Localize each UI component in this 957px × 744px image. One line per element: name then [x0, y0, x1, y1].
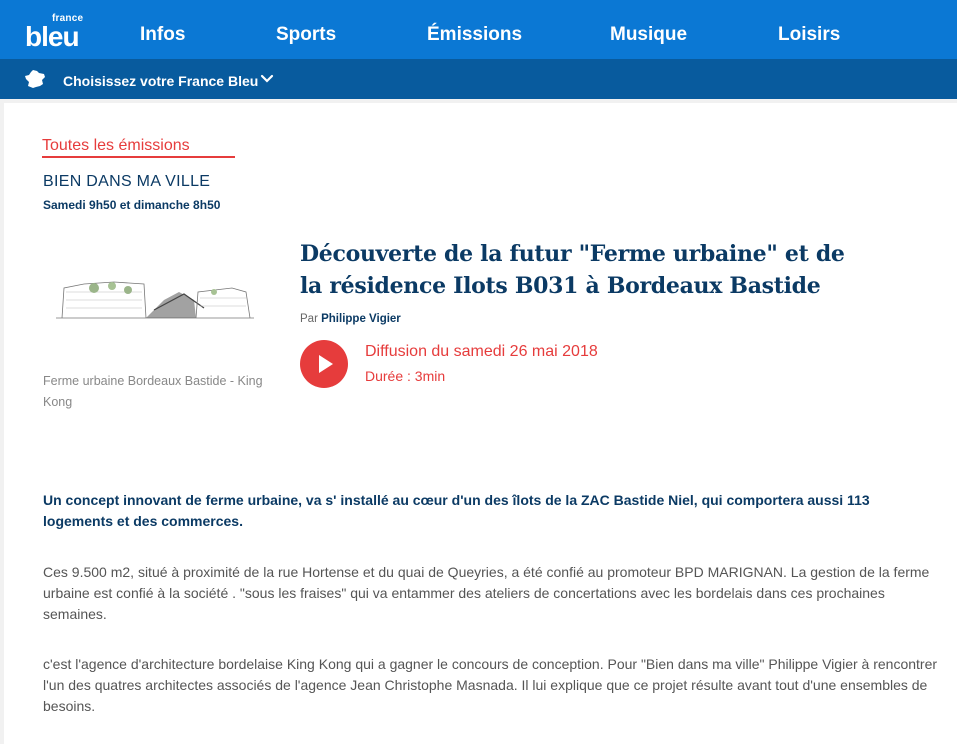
logo-small-text: france	[52, 13, 84, 24]
france-map-icon	[24, 69, 46, 89]
author-link[interactable]: Philippe Vigier	[321, 313, 401, 325]
broadcast-date: Diffusion du samedi 26 mai 2018	[365, 343, 598, 360]
article-lead: Un concept innovant de ferme urbaine, va s' installé au cœur d'un des îlots de la ZAC Bastide Niel, qui comportera aussi 113 logements et des commerces.	[43, 492, 870, 529]
byline-prefix: Par	[300, 313, 318, 325]
play-icon	[300, 340, 348, 388]
play-button[interactable]	[300, 340, 348, 388]
nav-item-loisirs[interactable]: Loisirs	[778, 24, 841, 45]
show-schedule: Samedi 9h50 et dimanche 8h50	[43, 198, 221, 212]
logo-big-text: bleu	[25, 21, 79, 52]
article-byline	[300, 313, 401, 325]
station-chooser-label[interactable]	[63, 73, 258, 89]
nav-item-musique[interactable]: Musique	[610, 24, 688, 45]
all-emissions-link[interactable]: Toutes les émissions	[42, 137, 190, 154]
chooser-station: France Bleu	[178, 73, 259, 89]
all-emissions-underline	[42, 156, 235, 158]
thumbnail-caption: Ferme urbaine Bordeaux Bastide - King Kong	[43, 374, 263, 409]
article-paragraph-2: c'est l'agence d'architecture bordelaise King Kong qui a gagner le concours de conception. Pour "Bien dans ma ville" Philippe Vigier à rencontrer l'un des quatres architectes associés de l'agence Jean Christophe Masnada. Il lui explique que ce projet résulte avant tout d'une ensembles de besoins.	[43, 656, 938, 714]
broadcast-duration: Durée : 3min	[365, 368, 446, 384]
article-paragraph-1: Ces 9.500 m2, situé à proximité de la rue Hortense et du quai de Queyries, a été confié au promoteur BPD MARIGNAN. La gestion de la ferme urbaine est confié à la société . "sous les fraises" qui va entammer des ateliers de concertations avec les bordelais dans ces prochaines semaines.	[43, 564, 930, 622]
article-title: Découverte de la futur "Ferme urbaine" et de la résidence Ilots B031 à Bordeaux Bastide	[300, 241, 845, 299]
show-title[interactable]: BIEN DANS MA VILLE	[43, 173, 211, 190]
chooser-prefix: Choisissez votre	[63, 73, 179, 89]
article-thumbnail[interactable]	[54, 270, 258, 328]
top-navigation-bar	[0, 0, 957, 59]
nav-item-infos[interactable]: Infos	[140, 24, 186, 45]
france-bleu-logo[interactable]	[25, 10, 95, 52]
nav-item-sports[interactable]: Sports	[276, 24, 337, 45]
nav-item-emissions[interactable]: Émissions	[427, 24, 523, 45]
chevron-down-icon[interactable]	[260, 72, 274, 86]
